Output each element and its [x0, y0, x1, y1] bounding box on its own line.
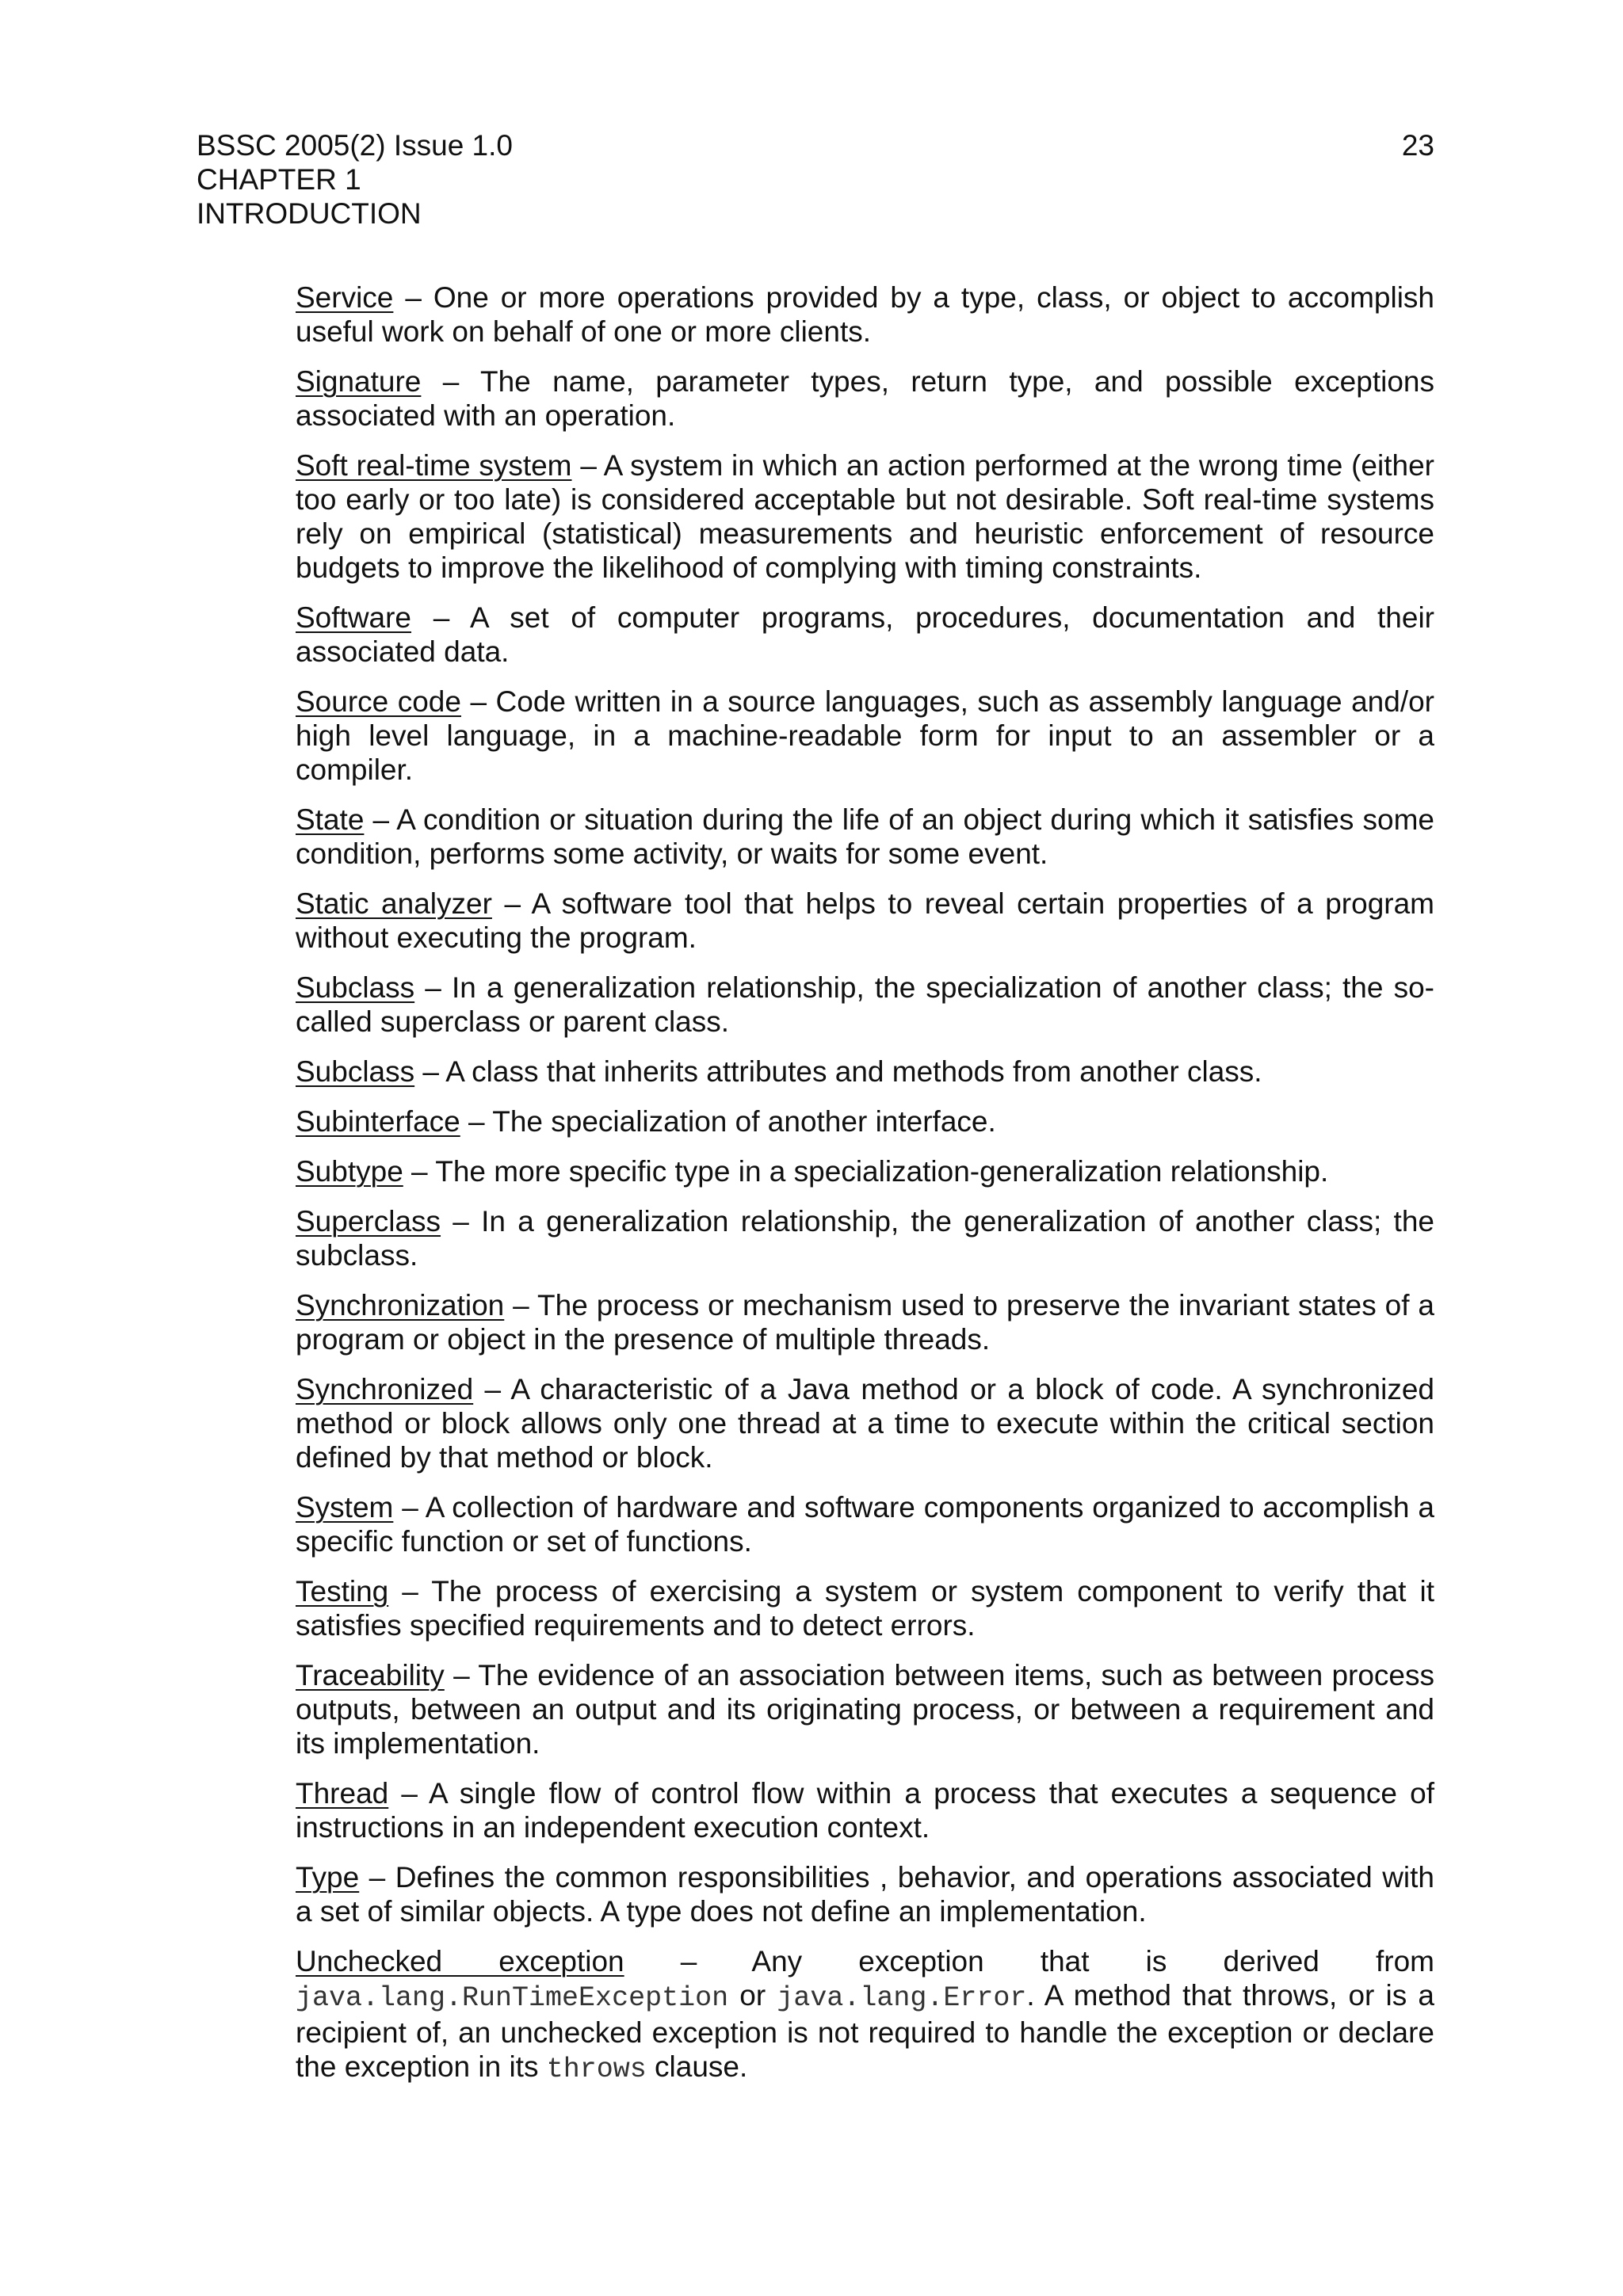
glossary-definition: – The process of exercising a system or system component to verify that it satisfies specified requirements and to detect errors.: [296, 1575, 1434, 1642]
glossary-entry: [296, 1574, 1434, 1642]
section-title: INTRODUCTION: [197, 197, 422, 230]
glossary-definition: – The more specific type in a specialization-generalization relationship.: [403, 1155, 1329, 1188]
glossary-definition: – A software tool that helps to reveal certain properties of a program without executing the program.: [296, 887, 1434, 954]
glossary-term: Superclass: [296, 1205, 441, 1238]
glossary-definition-part: . A method that throws, or is a recipient of, an unchecked exception is not required to handle the exception or declare the exception in its: [296, 1979, 1434, 2083]
glossary-entry: [296, 685, 1434, 787]
glossary-term: Static analyzer: [296, 887, 492, 920]
glossary-term: State: [296, 803, 365, 836]
glossary-entry: [296, 1154, 1434, 1188]
glossary-term: Source code: [296, 685, 461, 718]
glossary-term: Signature: [296, 365, 422, 398]
glossary-definition: – The evidence of an association between items, such as between process outputs, between an output and its originating process, or between a requirement and its implementation.: [296, 1659, 1434, 1760]
glossary-term: Unchecked exception: [296, 1945, 624, 1978]
glossary-entry: [296, 1490, 1434, 1558]
glossary-definition-part: or: [728, 1979, 777, 2012]
glossary-entry: [296, 1860, 1434, 1928]
code-runtime-exception: java.lang.RunTimeException: [296, 1982, 729, 2014]
glossary-definition: – A condition or situation during the life of an object during which it satisfies some condition, performs some activity, or waits for some event.: [296, 803, 1434, 870]
glossary-term: Soft real-time system: [296, 449, 572, 482]
glossary-entry: [296, 364, 1434, 433]
glossary-entry: [296, 1204, 1434, 1272]
glossary-term: Subinterface: [296, 1105, 460, 1138]
page-header: [197, 128, 1434, 231]
glossary-entry: [296, 1104, 1434, 1138]
glossary-term: Traceability: [296, 1659, 445, 1691]
glossary-definition: – A collection of hardware and software components organized to accomplish a specific function or set of functions.: [296, 1491, 1434, 1558]
glossary-term: Subclass: [296, 1055, 415, 1088]
glossary-term: Software: [296, 601, 412, 634]
code-error: java.lang.Error: [777, 1982, 1027, 2014]
glossary-entry: [296, 887, 1434, 955]
glossary-definition-part: clause.: [646, 2050, 748, 2083]
glossary-term: Type: [296, 1861, 360, 1894]
glossary-definition: – Defines the common responsibilities , behavior, and operations associated with a set of similar objects. A type does not define an implementation.: [296, 1861, 1434, 1928]
glossary-entry: [296, 448, 1434, 585]
glossary-entry-unchecked-exception: [296, 1944, 1434, 2087]
glossary-definition: – In a generalization relationship, the specialization of another class; the so-called superclass or parent class.: [296, 971, 1434, 1038]
glossary-definition: – A class that inherits attributes and methods from another class.: [414, 1055, 1262, 1088]
glossary-term: Thread: [296, 1777, 389, 1810]
glossary-term: Synchronized: [296, 1373, 474, 1405]
glossary-entry: [296, 971, 1434, 1039]
glossary-term: System: [296, 1491, 394, 1524]
glossary-entry: [296, 803, 1434, 871]
glossary-definition: – Code written in a source languages, such as assembly language and/or high level language, in a machine-readable form for input to an assembler or a compiler.: [296, 685, 1434, 786]
glossary-definition: – One or more operations provided by a type, class, or object to accomplish useful work on behalf of one or more clients.: [296, 281, 1434, 348]
glossary-definition: – The name, parameter types, return type, and possible exceptions associated with an operation.: [296, 365, 1434, 432]
glossary-term: Subclass: [296, 971, 415, 1004]
glossary-definition: – A single flow of control flow within a process that executes a sequence of instructions in an independent execution context.: [296, 1777, 1434, 1844]
glossary-entry: [296, 1658, 1434, 1760]
page-number: 23: [1401, 129, 1434, 162]
glossary-list: [296, 280, 1434, 2103]
glossary-definition: – A system in which an action performed at the wrong time (either too early or too late) is considered acceptable but not desirable. Soft real-time systems rely on empirical (statistical) measurements and heuristic enforcement of resource budgets to improve the likelihood of complying with timing constraints.: [296, 449, 1434, 584]
glossary-definition: – In a generalization relationship, the generalization of another class; the subclass.: [296, 1205, 1434, 1272]
chapter-label: CHAPTER 1: [197, 163, 361, 196]
glossary-definition: – The specialization of another interface.: [460, 1105, 996, 1138]
glossary-term: Subtype: [296, 1155, 403, 1188]
glossary-term: Testing: [296, 1575, 389, 1608]
code-throws-keyword: throws: [546, 2054, 647, 2085]
glossary-entry: [296, 1776, 1434, 1844]
glossary-entry: [296, 601, 1434, 669]
glossary-definition-part: – Any exception that is derived from: [624, 1945, 1434, 1978]
glossary-entry: [296, 1055, 1434, 1089]
glossary-entry: [296, 1372, 1434, 1474]
glossary-entry: [296, 280, 1434, 349]
glossary-entry: [296, 1288, 1434, 1356]
glossary-term: Service: [296, 281, 394, 314]
glossary-definition: – The process or mechanism used to preserve the invariant states of a program or object in the presence of multiple threads.: [296, 1289, 1434, 1356]
glossary-definition: – A set of computer programs, procedures, documentation and their associated data.: [296, 601, 1434, 668]
glossary-term: Synchronization: [296, 1289, 505, 1322]
document-id: BSSC 2005(2) Issue 1.0: [197, 129, 513, 162]
glossary-definition: – A characteristic of a Java method or a block of code. A synchronized method or block allows only one thread at a time to execute within the critical section defined by that method or block.: [296, 1373, 1434, 1474]
